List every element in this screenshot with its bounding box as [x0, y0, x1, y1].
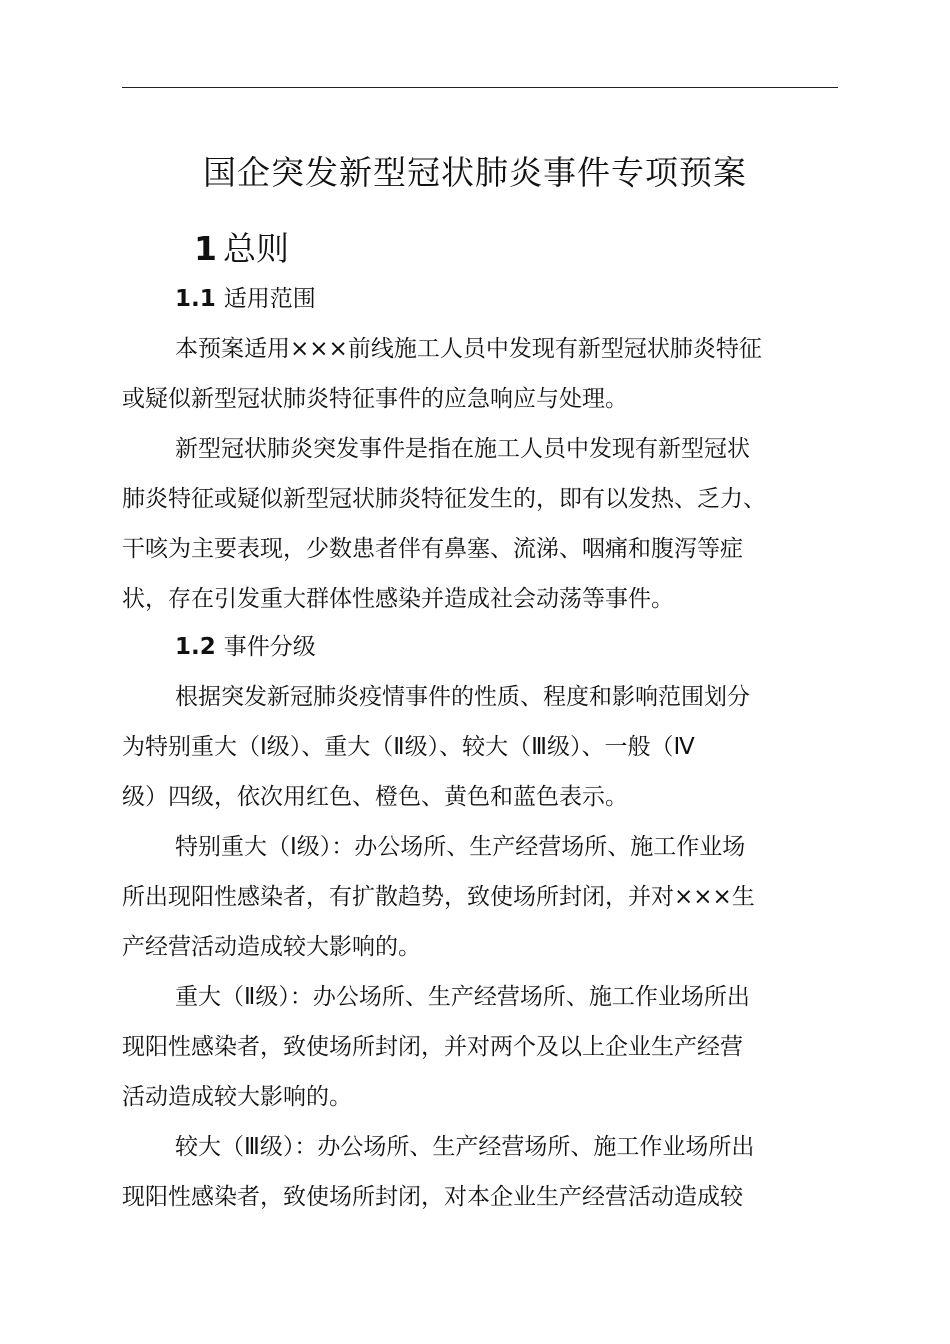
paragraph-line: 重大（Ⅱ级）：办公场所、生产经营场所、施工作业场所出	[175, 984, 750, 1010]
paragraph-line: 产经营活动造成较大影响的。	[122, 934, 421, 960]
section-number: 1	[194, 229, 217, 268]
paragraph-line: 活动造成较大影响的。	[122, 1084, 352, 1110]
paragraph-line: 现阳性感染者，致使场所封闭，对本企业生产经营活动造成较	[122, 1184, 743, 1210]
paragraph-line: 本预案适用×××前线施工人员中发现有新型冠状肺炎特征	[175, 336, 762, 362]
subsection-number: 1.2	[175, 634, 216, 660]
paragraph-line: 所出现阳性感染者，有扩散趋势，致使场所封闭，并对×××生	[122, 884, 755, 910]
section-heading-1	[194, 226, 289, 272]
paragraph-line: 现阳性感染者，致使场所封闭，并对两个及以上企业生产经营	[122, 1034, 743, 1060]
subsection-label: 适用范围	[223, 286, 316, 312]
paragraph-line: 为特别重大（Ⅰ级）、重大（Ⅱ级）、较大（Ⅲ级）、一般（Ⅳ	[122, 734, 695, 760]
section-label: 总则	[222, 229, 289, 268]
subsection-heading-1-2	[175, 631, 316, 663]
paragraph-line: 新型冠状肺炎突发事件是指在施工人员中发现有新型冠状	[175, 436, 750, 462]
paragraph-line: 级）四级，依次用红色、橙色、黄色和蓝色表示。	[122, 784, 628, 810]
subsection-number: 1.1	[175, 286, 216, 312]
header-rule	[122, 87, 838, 88]
document-title: 国企突发新型冠状肺炎事件专项预案	[203, 153, 747, 192]
paragraph-line: 或疑似新型冠状肺炎特征事件的应急响应与处理。	[122, 386, 628, 412]
subsection-heading-1-1	[175, 283, 316, 315]
paragraph-line: 特别重大（Ⅰ级）：办公场所、生产经营场所、施工作业场	[175, 834, 746, 860]
subsection-label: 事件分级	[223, 634, 316, 660]
paragraph-line: 较大（Ⅲ级）：办公场所、生产经营场所、施工作业场所出	[175, 1134, 755, 1160]
paragraph-line: 根据突发新冠肺炎疫情事件的性质、程度和影响范围划分	[175, 684, 750, 710]
paragraph-line: 状，存在引发重大群体性感染并造成社会动荡等事件。	[122, 586, 674, 612]
paragraph-line: 肺炎特征或疑似新型冠状肺炎特征发生的，即有以发热、乏力、	[122, 486, 766, 512]
paragraph-line: 干咳为主要表现，少数患者伴有鼻塞、流涕、咽痛和腹泻等症	[122, 536, 743, 562]
